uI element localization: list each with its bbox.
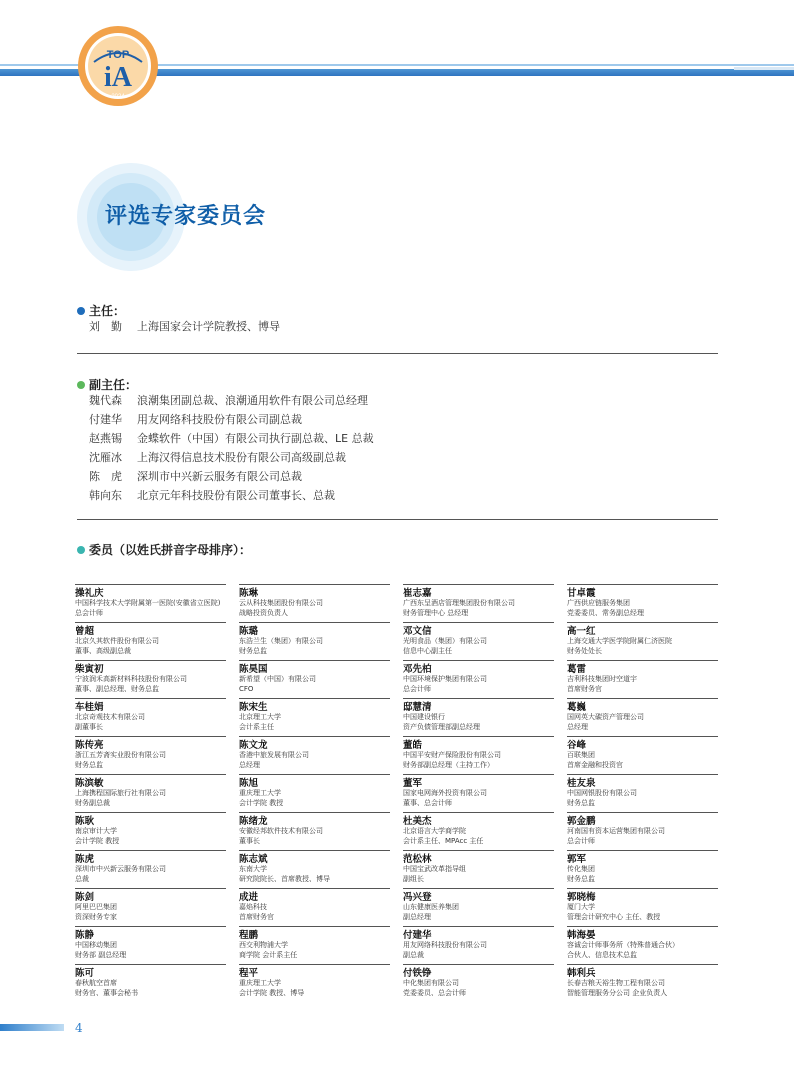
member-name: 柴寅初 [75,664,104,675]
member-affiliation: 董事长 [239,836,260,845]
member-entry [75,774,226,812]
member-entry [567,736,718,774]
member-affiliation: 副董事长 [75,722,103,731]
member-entry [403,660,554,698]
member-affiliation: 东南大学 [239,865,267,873]
member-name: 杜美杰 [403,816,432,827]
bullet-dot-icon [77,307,85,315]
member-name: 崔志嘉 [403,588,432,599]
member-name: 郭晓梅 [567,892,596,903]
member-affiliation: 总会计师 [75,608,103,617]
member-affiliation: 资产负债管理部副总经理 [403,722,480,731]
member-name: 操礼庆 [75,588,104,599]
member-affiliation: 容诚会计师事务所（特殊普通合伙） [567,941,679,949]
member-name: 邓文信 [403,626,432,637]
footer-bar [0,1024,64,1031]
person-title: 深圳市中兴新云服务有限公司总裁 [137,470,302,483]
bullet-dot-icon [77,546,85,554]
member-name: 韩海晏 [567,930,596,941]
member-name: 韩利兵 [567,968,596,979]
member-affiliation: 会计系主任、MPAcc 主任 [403,836,484,845]
person-name: 魏代森 [89,394,122,407]
member-name: 陈滨敏 [75,778,104,789]
member-affiliation: 财务总监 [75,760,103,769]
member-name: 郭军 [567,854,587,865]
member-affiliation: 北京语言大学商学院 [403,827,466,835]
member-entry [567,964,718,1002]
member-entry [75,964,226,1002]
member-name: 葛巍 [567,702,587,713]
member-name: 陈昊国 [239,664,268,675]
member-affiliation: 北京久其软件股份有限公司 [75,637,159,645]
badge-top-text: TOP [106,49,130,61]
member-entry [403,698,554,736]
member-entry [239,698,390,736]
member-affiliation: 宁波润禾高新材料科技股份有限公司 [75,675,187,683]
person-title: 上海汉得信息技术股份有限公司高级副总裁 [137,451,346,464]
member-affiliation: 总会计师 [403,684,431,693]
member-name: 陈可 [75,968,95,979]
member-affiliation: 东浩兰生（集团）有限公司 [239,637,323,645]
vice-chair-heading [77,376,137,393]
member-affiliation: 党委委员、常务副总经理 [567,608,644,617]
member-affiliation: 中国环境保护集团有限公司 [403,675,487,683]
member-entry [239,888,390,926]
member-entry [403,850,554,888]
member-affiliation: 资深财务专家 [75,912,117,921]
member-affiliation: 信息中心副主任 [403,646,452,655]
member-affiliation: 智能管理服务分公司 企业负责人 [567,988,668,997]
member-entry [567,584,718,622]
member-affiliation: 新希望（中国）有限公司 [239,675,316,683]
member-entry [75,888,226,926]
member-entry [403,584,554,622]
member-name: 程平 [239,968,259,979]
member-affiliation: 总经理 [239,760,260,769]
member-name: 陈璐 [239,626,259,637]
member-name: 陈剑 [75,892,95,903]
member-name: 陈传亮 [75,740,104,751]
member-affiliation: 百联集团 [567,751,595,759]
member-affiliation: 长春吉粮天裕生物工程有限公司 [567,979,665,987]
member-affiliation: 董事、高级副总裁 [75,646,131,655]
member-entry [567,622,718,660]
member-affiliation: 深圳市中兴新云服务有限公司 [75,865,166,873]
member-name: 付建华 [403,930,432,941]
members-heading-label: 委员（以姓氏拼音字母排序）： [89,543,252,557]
member-affiliation: 合伙人、信息技术总监 [567,950,637,959]
member-affiliation: 董事、总会计师 [403,798,452,807]
member-affiliation: 国家电网海外投资有限公司 [403,789,487,797]
member-affiliation: 会计学院 教授、博导 [239,988,305,997]
member-affiliation: 中国网银股份有限公司 [567,789,637,797]
member-affiliation: 光明食品（集团）有限公司 [403,637,487,645]
member-name: 高一红 [567,626,596,637]
member-affiliation: 财务部 副总经理 [75,950,127,959]
member-name: 车桂娟 [75,702,104,713]
member-entry [403,926,554,964]
member-affiliation: 用友网络科技股份有限公司 [403,941,487,949]
member-affiliation: 董事、副总经理、财务总监 [75,684,159,693]
member-affiliation: 副总经理 [403,912,431,921]
member-name: 陈琳 [239,588,259,599]
member-affiliation: 吉利科技集团时空道宇 [567,675,637,683]
member-affiliation: 总经理 [567,722,588,731]
member-affiliation: 财务管理中心 总经理 [403,608,469,617]
member-affiliation: 财务总监 [567,874,595,883]
vice-chair-row [89,487,335,505]
member-affiliation: 嘉焰科技 [239,903,267,911]
chair-row [89,318,280,336]
member-name: 陈绪龙 [239,816,268,827]
member-entry [75,736,226,774]
divider [77,519,718,520]
member-name: 邓先柏 [403,664,432,675]
member-entry [239,622,390,660]
member-affiliation: 中国建设银行 [403,713,445,721]
member-affiliation: 上海交通大学医学院附属仁济医院 [567,637,672,645]
vice-chair-row [89,392,368,410]
member-name: 程鹏 [239,930,259,941]
member-entry [239,774,390,812]
person-title: 北京元年科技股份有限公司董事长、总裁 [137,489,335,502]
member-affiliation: 山东健康医养集团 [403,903,459,911]
member-name: 董军 [403,778,423,789]
person-title: 用友网络科技股份有限公司副总裁 [137,413,302,426]
divider [77,353,718,354]
vice-chair-row [89,449,346,467]
member-affiliation: 会计学院 教授 [239,798,284,807]
member-affiliation: 会计系主任 [239,722,274,731]
member-entry [75,584,226,622]
member-affiliation: 副组长 [403,874,424,883]
person-name: 陈 虎 [89,470,122,483]
members-grid [75,584,718,1002]
member-name: 曾超 [75,626,95,637]
member-affiliation: 传化集团 [567,865,595,873]
member-entry [239,850,390,888]
member-affiliation: 财务官、董事会秘书 [75,988,138,997]
member-affiliation: 阿里巴巴集团 [75,903,117,911]
members-heading [77,541,251,558]
member-affiliation: 财务副总裁 [75,798,110,807]
member-affiliation: 南京审计大学 [75,827,117,835]
member-affiliation: 春秋航空首席 [75,979,117,987]
member-affiliation: 浙江五芳斋实业股份有限公司 [75,751,166,759]
member-affiliation: 财务总监 [567,798,595,807]
member-name: 范松林 [403,854,432,865]
member-entry [75,850,226,888]
member-affiliation: 云从科技集团股份有限公司 [239,599,323,607]
member-entry [567,660,718,698]
member-entry [75,812,226,850]
member-name: 冯兴登 [403,892,432,903]
member-affiliation: 首席财务官 [567,684,602,693]
member-affiliation: 战略投资负责人 [239,608,288,617]
member-affiliation: 中国平安财产保险股份有限公司 [403,751,501,759]
member-entry [75,622,226,660]
member-affiliation: 厦门大学 [567,903,595,911]
member-name: 甘卓霞 [567,588,596,599]
member-affiliation: 中国宝武改革指导组 [403,865,466,873]
member-affiliation: 广西供应链服务集团 [567,599,630,607]
member-affiliation: 管理会计研究中心 主任、教授 [567,912,661,921]
member-affiliation: 北京理工大学 [239,713,281,721]
event-logo [76,24,160,108]
page-number: 4 [75,1021,83,1035]
member-name: 谷峰 [567,740,587,751]
member-affiliation: 重庆理工大学 [239,979,281,987]
member-entry [239,584,390,622]
badge-mark: iA [104,62,132,93]
member-name: 陈耿 [75,816,95,827]
member-entry [75,698,226,736]
person-name: 沈雁冰 [89,451,122,464]
person-title: 上海国家会计学院教授、博导 [137,320,280,333]
member-affiliation: 国网英大碳资产管理公司 [567,713,644,721]
member-entry [239,660,390,698]
vice-chair-row [89,411,302,429]
member-entry [75,926,226,964]
member-affiliation: 中化集团有限公司 [403,979,459,987]
member-affiliation: 首席金融和投资官 [567,760,623,769]
member-name: 邸慧清 [403,702,432,713]
person-name: 韩向东 [89,489,122,502]
member-affiliation: 副总裁 [403,950,424,959]
badge-year: 2024 [111,94,125,100]
member-affiliation: 中国科学技术大学附属第一医院(安徽省立医院) [75,599,221,607]
member-affiliation: 财务部副总经理（主持工作） [403,760,494,769]
member-affiliation: 总裁 [75,874,89,883]
member-affiliation: 广西东呈酒店管理集团股份有限公司 [403,599,515,607]
person-name: 付建华 [89,413,122,426]
person-title: 金蝶软件（中国）有限公司执行副总裁、LE 总裁 [137,432,374,445]
member-affiliation: 西交利物浦大学 [239,941,288,949]
member-affiliation: 财务处处长 [567,646,602,655]
member-entry [567,774,718,812]
member-entry [403,774,554,812]
member-entry [567,698,718,736]
person-title: 浪潮集团副总裁、浪潮通用软件有限公司总经理 [137,394,368,407]
vice-chair-row [89,430,374,448]
member-affiliation: 研究院院长、首席教授、博导 [239,874,330,883]
member-entry [239,964,390,1002]
member-entry [567,850,718,888]
header-band-highlight [734,67,794,70]
member-name: 董皓 [403,740,423,751]
vice-chair-heading-label: 副主任： [89,378,138,392]
member-name: 葛雷 [567,664,587,675]
member-entry [567,812,718,850]
chair-heading [77,302,125,319]
member-name: 郭金鹏 [567,816,596,827]
member-affiliation: 首席财务官 [239,912,274,921]
member-affiliation: 安徽经邦软件技术有限公司 [239,827,323,835]
member-entry [567,888,718,926]
person-name: 刘 勤 [89,320,122,333]
member-affiliation: 河南国有资本运营集团有限公司 [567,827,665,835]
member-entry [567,926,718,964]
member-affiliation: 北京奇观技术有限公司 [75,713,145,721]
member-name: 陈静 [75,930,95,941]
person-name: 赵燕锡 [89,432,122,445]
member-affiliation: CFO [239,684,254,693]
vice-chair-row [89,468,302,486]
award-badge-icon [76,24,160,108]
member-affiliation: 香港中旅发展有限公司 [239,751,309,759]
member-name: 成进 [239,892,259,903]
member-entry [75,660,226,698]
page-title: 评选专家委员会 [105,204,267,229]
member-affiliation: 重庆理工大学 [239,789,281,797]
member-affiliation: 上海携程国际旅行社有限公司 [75,789,166,797]
member-name: 陈志斌 [239,854,268,865]
member-entry [403,964,554,1002]
member-entry [239,812,390,850]
member-entry [239,736,390,774]
member-affiliation: 商学院 会计系主任 [239,950,298,959]
member-entry [403,812,554,850]
member-name: 陈宋生 [239,702,268,713]
member-name: 陈文龙 [239,740,268,751]
member-name: 陈虎 [75,854,95,865]
member-affiliation: 党委委员、总会计师 [403,988,466,997]
member-affiliation: 会计学院 教授 [75,836,120,845]
member-name: 陈旭 [239,778,259,789]
member-name: 付铁铮 [403,968,432,979]
member-entry [403,622,554,660]
member-entry [239,926,390,964]
member-name: 桂友泉 [567,778,596,789]
member-entry [403,736,554,774]
member-affiliation: 总会计师 [567,836,595,845]
member-entry [403,888,554,926]
chair-heading-label: 主任： [89,304,126,318]
member-affiliation: 中国移动集团 [75,941,117,949]
bullet-dot-icon [77,381,85,389]
member-affiliation: 财务总监 [239,646,267,655]
